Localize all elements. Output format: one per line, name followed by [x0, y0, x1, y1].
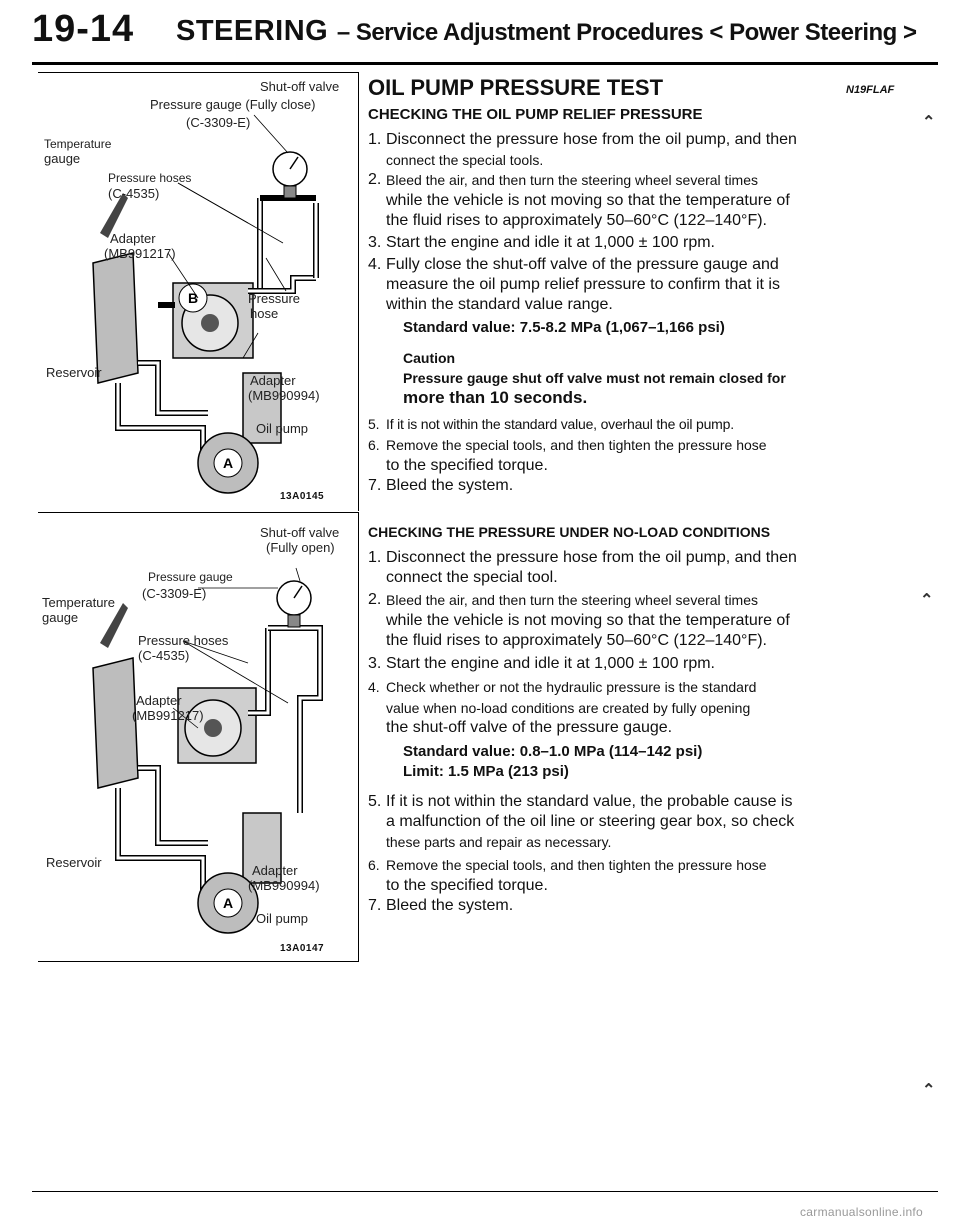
- step-line: Bleed the air, and then turn the steering wheel several times: [386, 592, 758, 608]
- label-temperature: Temperature: [44, 137, 112, 151]
- svg-text:B: B: [188, 290, 199, 306]
- caution-heading: Caution: [403, 350, 456, 366]
- section-title: OIL PUMP PRESSURE TEST: [368, 75, 664, 100]
- step-number: 1.: [368, 549, 382, 566]
- step-line: If it is not within the standard value, the probable cause is: [386, 793, 793, 810]
- step-line: Start the engine and idle it at 1,000 ± 100 rpm.: [386, 655, 715, 672]
- relief-standard-value: Standard value: 7.5-8.2 MPa (1,067–1,166 psi): [403, 319, 725, 336]
- label-hoses-code: (C-4535): [108, 186, 160, 201]
- step-line: value when no-load conditions are created by fully opening: [386, 700, 751, 716]
- footer-rule: [32, 1191, 938, 1192]
- noload-step-2: [368, 590, 876, 651]
- step-line: the fluid rises to approximately 50–60°C (122–140°F).: [386, 212, 767, 229]
- label-adapter-1: Adapter: [136, 693, 182, 708]
- step-line: while the vehicle is not moving so that the temperature of: [386, 612, 790, 629]
- step-number: 7.: [368, 477, 382, 494]
- relief-step-2: [368, 170, 876, 231]
- label-adapter-1: Adapter: [110, 231, 156, 246]
- margin-mark: ⌃: [920, 592, 934, 609]
- step-line: connect the special tools.: [386, 152, 544, 168]
- step-line: Remove the special tools, and then tighten the pressure hose: [386, 437, 767, 453]
- label-pressure-gauge: Pressure gauge (Fully close): [150, 97, 316, 112]
- label-oil-pump: Oil pump: [256, 421, 309, 436]
- step-line: within the standard value range.: [386, 296, 613, 313]
- section-code: N19FLAF: [846, 84, 895, 96]
- label-pressure-hoses: Pressure hoses: [108, 171, 192, 185]
- label-adapter-1-code: (MB991217): [104, 246, 176, 261]
- label-adapter-1-code: (MB991217): [132, 708, 204, 723]
- step-line: If it is not within the standard value, overhaul the oil pump.: [386, 416, 734, 432]
- step-line: while the vehicle is not moving so that the temperature of: [386, 192, 790, 209]
- step-number: 4.: [368, 256, 382, 273]
- label-adapter-2-code: (MB990994): [248, 388, 320, 403]
- heading-main: STEERING: [176, 15, 329, 47]
- heading-sub: – Service Adjustment Procedures < Power Steering >: [336, 19, 917, 46]
- label-pressure-hose: Pressure: [248, 291, 301, 306]
- figure-noload-pressure: [38, 512, 359, 962]
- step-line: connect the special tool.: [386, 569, 558, 586]
- step-line: to the specified torque.: [386, 877, 548, 894]
- noload-limit-value: Limit: 1.5 MPa (213 psi): [403, 763, 569, 780]
- step-line: the fluid rises to approximately 50–60°C (122–140°F).: [386, 632, 767, 649]
- step-number: 2.: [368, 591, 382, 608]
- label-temperature-gauge: gauge: [44, 151, 81, 166]
- label-oil-pump: Oil pump: [256, 911, 309, 926]
- label-hoses-code: (C-4535): [138, 648, 190, 663]
- noload-step-1: [368, 548, 876, 588]
- svg-text:A: A: [223, 455, 234, 471]
- label-adapter-2-code: (MB990994): [248, 878, 320, 893]
- noload-standard-value: Standard value: 0.8–1.0 MPa (114–142 psi): [403, 743, 703, 760]
- caution-line: more than 10 seconds.: [403, 388, 588, 407]
- step-number: 7.: [368, 897, 382, 914]
- caution-line: Pressure gauge shut off valve must not remain closed for: [403, 370, 786, 386]
- header-rule: [32, 62, 938, 65]
- label-reservoir: Reservoir: [46, 855, 102, 870]
- step-number: 5.: [368, 416, 380, 432]
- label-shutoff-valve: Shut-off valve: [260, 525, 340, 540]
- step-line: these parts and repair as necessary.: [386, 834, 612, 850]
- label-reservoir: Reservoir: [46, 365, 102, 380]
- relief-step-1: [368, 130, 876, 170]
- margin-mark: ⌃: [922, 1082, 936, 1099]
- figure-code-top: 13A0145: [280, 491, 325, 502]
- step-line: measure the oil pump relief pressure to confirm that it is: [386, 276, 780, 293]
- step-line: Fully close the shut-off valve of the pressure gauge and: [386, 256, 779, 273]
- label-adapter-2: Adapter: [250, 373, 296, 388]
- caution-text: [403, 369, 873, 407]
- label-gauge-code: (C-3309-E): [186, 115, 251, 130]
- step-line: Remove the special tools, and then tighten the pressure hose: [386, 857, 767, 873]
- step-number: 3.: [368, 234, 382, 251]
- margin-mark: ⌃: [922, 114, 936, 131]
- watermark-text: carmanualsonline.info: [800, 1205, 924, 1219]
- label-temperature-gauge: gauge: [42, 610, 79, 625]
- noload-step-3: [368, 654, 876, 674]
- figure-code-bottom: 13A0147: [280, 943, 325, 954]
- noload-subtitle: CHECKING THE PRESSURE UNDER NO-LOAD CONDITIONS: [368, 524, 771, 540]
- step-number: 5.: [368, 793, 382, 810]
- page-heading: [176, 15, 917, 48]
- label-temperature: Temperature: [42, 595, 115, 610]
- noload-step-6: [368, 855, 876, 896]
- relief-step-7: [368, 476, 876, 496]
- step-line: Disconnect the pressure hose from the oil pump, and then: [386, 549, 797, 566]
- label-pressure-hose-2: hose: [250, 306, 279, 321]
- step-number: 6.: [368, 857, 380, 873]
- noload-step-4: [368, 677, 876, 738]
- svg-text:A: A: [223, 895, 234, 911]
- step-line: to the specified torque.: [386, 457, 548, 474]
- step-line: Bleed the system.: [386, 477, 514, 494]
- step-line: Start the engine and idle it at 1,000 ± 100 rpm.: [386, 234, 715, 251]
- step-number: 6.: [368, 437, 380, 453]
- figure-relief-pressure: [38, 72, 359, 511]
- step-number: 4.: [368, 679, 380, 695]
- label-gauge-code: (C-3309-E): [142, 586, 207, 601]
- relief-subtitle: CHECKING THE OIL PUMP RELIEF PRESSURE: [368, 106, 703, 123]
- step-number: 2.: [368, 171, 382, 188]
- step-line: Check whether or not the hydraulic pressure is the standard: [386, 679, 757, 695]
- page-number: 19-14: [32, 8, 135, 50]
- noload-step-5: [368, 792, 876, 852]
- relief-step-3: [368, 233, 876, 253]
- step-line: Bleed the air, and then turn the steering wheel several times: [386, 172, 758, 188]
- label-pressure-hoses: Pressure hoses: [138, 633, 229, 648]
- label-adapter-2: Adapter: [252, 863, 298, 878]
- step-number: 1.: [368, 131, 382, 148]
- relief-step-6: [368, 435, 876, 476]
- step-line: a malfunction of the oil line or steering gear box, so check: [386, 813, 795, 830]
- step-line: Bleed the system.: [386, 897, 514, 914]
- step-number: 3.: [368, 655, 382, 672]
- relief-step-4: [368, 255, 876, 315]
- noload-step-7: [368, 896, 876, 916]
- label-shutoff-valve: Shut-off valve: [260, 79, 340, 94]
- step-line: Disconnect the pressure hose from the oil pump, and then: [386, 131, 797, 148]
- relief-step-5: [368, 414, 876, 434]
- page-header: [0, 0, 960, 62]
- label-pressure-gauge: Pressure gauge: [148, 570, 233, 584]
- step-line: the shut-off valve of the pressure gauge.: [386, 719, 673, 736]
- label-shutoff-open: (Fully open): [266, 540, 335, 555]
